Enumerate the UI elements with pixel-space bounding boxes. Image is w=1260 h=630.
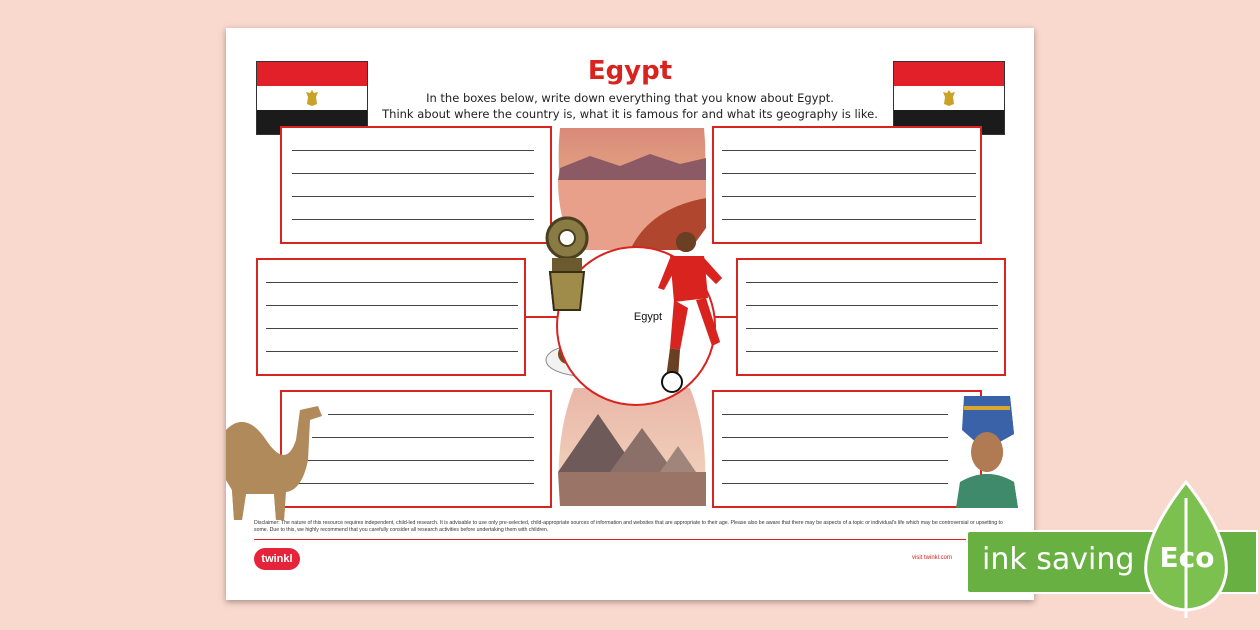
eagle-icon — [941, 89, 957, 107]
center-label: Egypt — [633, 311, 663, 323]
worksheet-page — [226, 28, 1034, 600]
disclaimer: Disclaimer: The nature of this resource requires independent, child-led research. It is advisable to use only pre-selected, child-appropriate sources of information and websites that are appropriate to their age. Please also be aware that there may be aspects of a topic or individual's life which may be controversial or upsetting to some. Due to this, we highly recommend that you carefully consider all research activities before undertaking them with children. — [254, 520, 1003, 533]
eco-label: Eco — [1159, 541, 1215, 574]
nefertiti-bust-overlay — [952, 394, 1022, 508]
instructions-line-2: Think about where the country is, what it is famous for and what its geography is like. — [382, 107, 878, 121]
visit-link[interactable]: visit twinkl.com — [912, 555, 953, 561]
amulet-overlay — [544, 212, 590, 316]
ink-saving-label: ink saving — [982, 542, 1135, 577]
eagle-icon — [304, 89, 320, 107]
writing-box-top-right[interactable] — [712, 126, 982, 244]
writing-box-middle-left[interactable] — [256, 258, 526, 376]
writing-box-bottom-right[interactable] — [712, 390, 982, 508]
writing-box-middle-right[interactable] — [736, 258, 1006, 376]
footballer-overlay — [656, 228, 736, 398]
instructions — [346, 90, 914, 122]
writing-box-top-left[interactable] — [280, 126, 552, 244]
twinkl-logo-icon[interactable]: twinkl — [254, 548, 300, 570]
footer-divider — [254, 539, 1006, 540]
camel-image-overlay — [226, 400, 324, 522]
page-title: Egypt — [587, 56, 673, 86]
instructions-line-1: In the boxes below, write down everything that you know about Egypt. — [426, 91, 834, 105]
